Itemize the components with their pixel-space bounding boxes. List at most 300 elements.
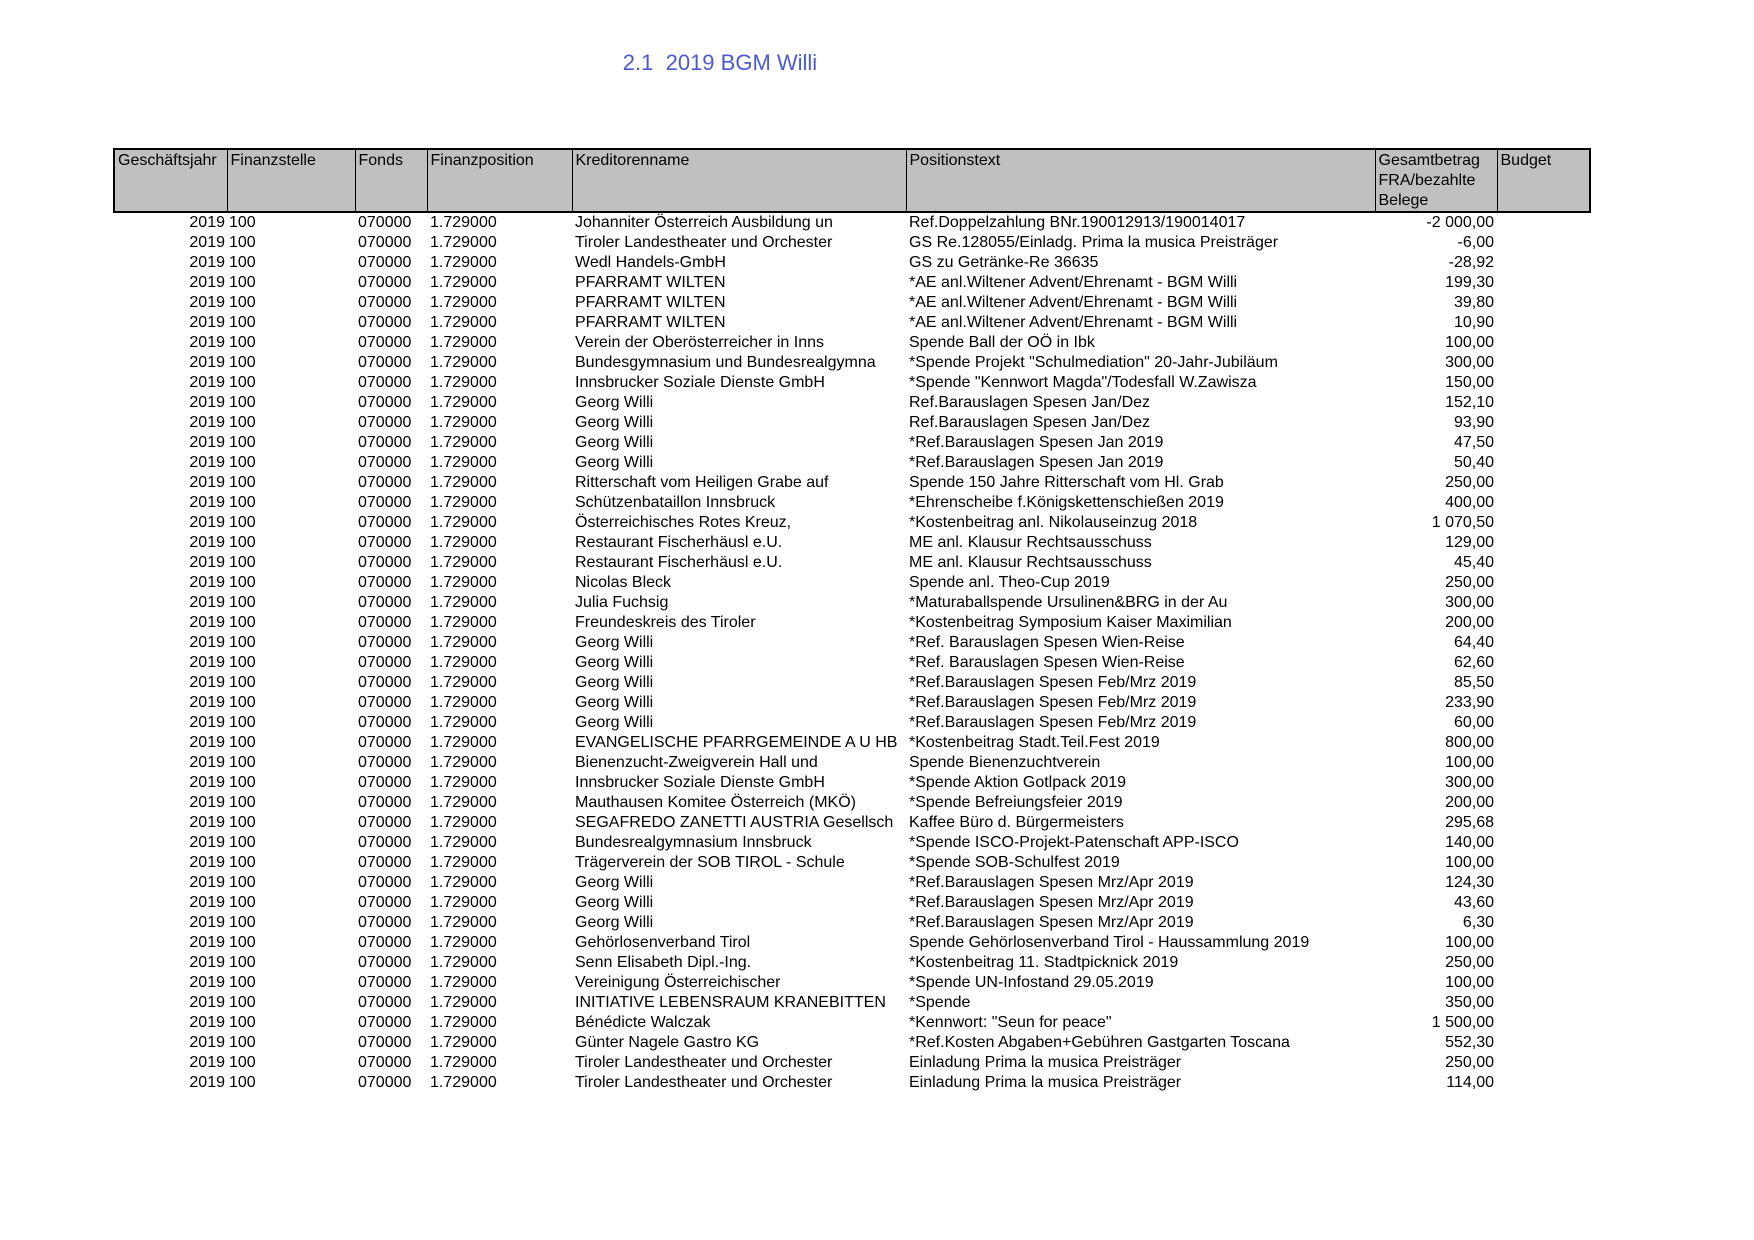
cell-positionstext: *Ref.Barauslagen Spesen Feb/Mrz 2019 (909, 674, 1197, 691)
cell-fonds: 070000 (358, 414, 412, 431)
cell-gesamtbetrag: 300,00 (1445, 354, 1494, 371)
cell-fonds: 070000 (358, 734, 412, 751)
cell-finanzposition: 1.729000 (430, 994, 497, 1011)
cell-kreditorenname: Ritterschaft vom Heiligen Grabe auf (575, 474, 829, 491)
cell-geschaeftsjahr: 2019 (189, 634, 225, 651)
cell-fonds: 070000 (358, 834, 412, 851)
table-row (114, 313, 1590, 333)
cell-finanzposition: 1.729000 (430, 374, 497, 391)
cell-fonds: 070000 (358, 634, 412, 651)
cell-kreditorenname: Verein der Oberösterreicher in Inns (575, 334, 825, 351)
cell-gesamtbetrag: 250,00 (1445, 574, 1494, 591)
cell-geschaeftsjahr: 2019 (189, 834, 225, 851)
table-row (114, 633, 1590, 653)
cell-budget (1497, 733, 1590, 753)
cell-budget (1497, 413, 1590, 433)
cell-positionstext: *Kostenbeitrag Symposium Kaiser Maximilian (909, 614, 1232, 631)
cell-geschaeftsjahr: 2019 (189, 914, 225, 931)
cell-geschaeftsjahr: 2019 (189, 354, 225, 371)
cell-kreditorenname: Bénédicte Walczak (575, 1014, 711, 1031)
cell-budget (1497, 853, 1590, 873)
table-row (114, 513, 1590, 533)
cell-gesamtbetrag: -28,92 (1448, 254, 1494, 271)
cell-positionstext: *Spende Projekt "Schulmediation" 20-Jahr-Jubiläum (909, 354, 1278, 371)
cell-finanzposition: 1.729000 (430, 594, 497, 611)
cell-budget (1497, 653, 1590, 673)
cell-finanzstelle: 100 (229, 954, 256, 971)
cell-gesamtbetrag: 100,00 (1445, 754, 1494, 771)
cell-kreditorenname: Georg Willi (575, 394, 654, 411)
cell-finanzstelle: 100 (229, 1014, 256, 1031)
cell-gesamtbetrag: 114,00 (1446, 1074, 1494, 1091)
cell-finanzposition: 1.729000 (430, 874, 497, 891)
cell-kreditorenname: Georg Willi (575, 874, 654, 891)
cell-kreditorenname: Senn Elisabeth Dipl.-Ing. (575, 954, 752, 971)
cell-kreditorenname: Trägerverein der SOB TIROL - Schule (575, 854, 845, 871)
cell-positionstext: Einladung Prima la musica Preisträger (909, 1074, 1182, 1091)
cell-budget (1497, 893, 1590, 913)
cell-gesamtbetrag: 10,90 (1453, 314, 1494, 331)
cell-gesamtbetrag: 60,00 (1453, 714, 1494, 731)
cell-positionstext: *AE anl.Wiltener Advent/Ehrenamt - BGM Willi (909, 314, 1238, 331)
table-row (114, 953, 1590, 973)
cell-positionstext: Spende Gehörlosenverband Tirol - Haussammlung 2019 (909, 934, 1310, 951)
cell-fonds: 070000 (358, 774, 412, 791)
table-row (114, 793, 1590, 813)
cell-finanzposition: 1.729000 (430, 754, 497, 771)
cell-kreditorenname: PFARRAMT WILTEN (575, 274, 726, 291)
cell-kreditorenname: Georg Willi (575, 434, 654, 451)
cell-finanzposition: 1.729000 (430, 474, 497, 491)
cell-gesamtbetrag: 100,00 (1445, 974, 1494, 991)
cell-positionstext: *Maturaballspende Ursulinen&BRG in der Au (909, 594, 1228, 611)
cell-finanzstelle: 100 (229, 1074, 256, 1091)
cell-positionstext: ME anl. Klausur Rechtsausschuss (909, 534, 1152, 551)
table-row (114, 212, 1590, 233)
cell-positionstext: Ref.Barauslagen Spesen Jan/Dez (909, 394, 1151, 411)
cell-positionstext: Einladung Prima la musica Preisträger (909, 1054, 1182, 1071)
cell-budget (1497, 1033, 1590, 1053)
cell-finanzstelle: 100 (229, 734, 256, 751)
cell-gesamtbetrag: 552,30 (1445, 1034, 1494, 1051)
cell-fonds: 070000 (358, 514, 412, 531)
cell-kreditorenname: PFARRAMT WILTEN (575, 294, 726, 311)
cell-kreditorenname: INITIATIVE LEBENSRAUM KRANEBITTEN (575, 994, 886, 1011)
cell-finanzposition: 1.729000 (430, 814, 497, 831)
cell-budget (1497, 1013, 1590, 1033)
cell-gesamtbetrag: 1 070,50 (1431, 514, 1494, 531)
cell-fonds: 070000 (358, 474, 412, 491)
cell-gesamtbetrag: 140,00 (1445, 834, 1494, 851)
cell-positionstext: *Ehrenscheibe f.Königskettenschießen 2019 (909, 494, 1224, 511)
table-row (114, 273, 1590, 293)
column-header-positionstext: Positionstext (906, 149, 1375, 212)
cell-finanzposition: 1.729000 (430, 434, 497, 451)
cell-finanzstelle: 100 (229, 594, 256, 611)
cell-geschaeftsjahr: 2019 (189, 694, 225, 711)
cell-geschaeftsjahr: 2019 (189, 774, 225, 791)
cell-budget (1497, 673, 1590, 693)
cell-budget (1497, 513, 1590, 533)
cell-gesamtbetrag: 800,00 (1445, 734, 1494, 751)
cell-positionstext: Spende Ball der OÖ in Ibk (909, 334, 1095, 351)
cell-geschaeftsjahr: 2019 (189, 854, 225, 871)
table-row (114, 873, 1590, 893)
cell-fonds: 070000 (358, 974, 412, 991)
cell-positionstext: *Ref.Barauslagen Spesen Mrz/Apr 2019 (909, 894, 1194, 911)
cell-fonds: 070000 (358, 594, 412, 611)
table-row (114, 333, 1590, 353)
cell-gesamtbetrag: 85,50 (1453, 674, 1494, 691)
cell-positionstext: GS Re.128055/Einladg. Prima la musica Preisträger (909, 234, 1279, 251)
cell-geschaeftsjahr: 2019 (189, 454, 225, 471)
cell-positionstext: *Spende (909, 994, 971, 1011)
cell-kreditorenname: Nicolas Bleck (575, 574, 672, 591)
cell-finanzstelle: 100 (229, 214, 256, 231)
cell-budget (1497, 393, 1590, 413)
cell-gesamtbetrag: 64,40 (1453, 634, 1494, 651)
cell-finanzposition: 1.729000 (430, 694, 497, 711)
cell-positionstext: *AE anl.Wiltener Advent/Ehrenamt - BGM Willi (909, 274, 1238, 291)
cell-finanzposition: 1.729000 (430, 674, 497, 691)
cell-finanzstelle: 100 (229, 454, 256, 471)
cell-fonds: 070000 (358, 354, 412, 371)
table-row (114, 773, 1590, 793)
column-header-fonds: Fonds (355, 149, 427, 212)
cell-geschaeftsjahr: 2019 (189, 254, 225, 271)
cell-kreditorenname: Georg Willi (575, 914, 654, 931)
table-row (114, 713, 1590, 733)
cell-finanzstelle: 100 (229, 634, 256, 651)
cell-geschaeftsjahr: 2019 (189, 974, 225, 991)
cell-budget (1497, 493, 1590, 513)
cell-finanzstelle: 100 (229, 254, 256, 271)
cell-finanzposition: 1.729000 (430, 914, 497, 931)
cell-finanzposition: 1.729000 (430, 254, 497, 271)
cell-budget (1497, 313, 1590, 333)
cell-fonds: 070000 (358, 854, 412, 871)
cell-finanzposition: 1.729000 (430, 574, 497, 591)
cell-gesamtbetrag: -2 000,00 (1426, 214, 1494, 231)
cell-finanzposition: 1.729000 (430, 794, 497, 811)
cell-fonds: 070000 (358, 454, 412, 471)
cell-gesamtbetrag: 6,30 (1462, 914, 1494, 931)
cell-geschaeftsjahr: 2019 (189, 334, 225, 351)
table-row (114, 613, 1590, 633)
cell-fonds: 070000 (358, 994, 412, 1011)
column-header-kreditor: Kreditorenname (572, 149, 906, 212)
cell-finanzposition: 1.729000 (430, 714, 497, 731)
cell-finanzstelle: 100 (229, 474, 256, 491)
cell-budget (1497, 993, 1590, 1013)
cell-fonds: 070000 (358, 434, 412, 451)
cell-gesamtbetrag: 200,00 (1445, 794, 1494, 811)
cell-finanzposition: 1.729000 (430, 494, 497, 511)
table-row (114, 293, 1590, 313)
cell-kreditorenname: Restaurant Fischerhäusl e.U. (575, 534, 783, 551)
cell-positionstext: Spende Bienenzuchtverein (909, 754, 1101, 771)
cell-finanzstelle: 100 (229, 394, 256, 411)
page-title: 2.1 2019 BGM Willi (622, 50, 818, 75)
cell-kreditorenname: Julia Fuchsig (575, 594, 669, 611)
cell-gesamtbetrag: 295,68 (1445, 814, 1494, 831)
cell-kreditorenname: Georg Willi (575, 634, 654, 651)
cell-kreditorenname: Restaurant Fischerhäusl e.U. (575, 554, 783, 571)
cell-finanzposition: 1.729000 (430, 514, 497, 531)
cell-kreditorenname: Georg Willi (575, 714, 654, 731)
cell-positionstext: *Ref.Barauslagen Spesen Mrz/Apr 2019 (909, 914, 1194, 931)
table-row (114, 433, 1590, 453)
cell-finanzstelle: 100 (229, 414, 256, 431)
cell-geschaeftsjahr: 2019 (189, 954, 225, 971)
cell-finanzposition: 1.729000 (430, 1074, 497, 1091)
table-row (114, 893, 1590, 913)
cell-kreditorenname: Tiroler Landestheater und Orchester (575, 1074, 833, 1091)
cell-geschaeftsjahr: 2019 (189, 1014, 225, 1031)
cell-positionstext: *Kostenbeitrag 11. Stadtpicknick 2019 (909, 954, 1179, 971)
cell-budget (1497, 253, 1590, 273)
table-row (114, 753, 1590, 773)
cell-finanzposition: 1.729000 (430, 354, 497, 371)
cell-finanzposition: 1.729000 (430, 454, 497, 471)
cell-budget (1497, 933, 1590, 953)
cell-fonds: 070000 (358, 934, 412, 951)
cell-budget (1497, 693, 1590, 713)
cell-budget (1497, 353, 1590, 373)
cell-budget (1497, 593, 1590, 613)
cell-gesamtbetrag: 250,00 (1445, 954, 1494, 971)
table-row (114, 413, 1590, 433)
table-row (114, 473, 1590, 493)
cell-finanzstelle: 100 (229, 1034, 256, 1051)
cell-finanzposition: 1.729000 (430, 1054, 497, 1071)
table-row (114, 813, 1590, 833)
table-row (114, 853, 1590, 873)
cell-fonds: 070000 (358, 714, 412, 731)
column-header-finanzstelle: Finanzstelle (227, 149, 355, 212)
cell-kreditorenname: EVANGELISCHE PFARRGEMEINDE A U HB (575, 734, 898, 751)
cell-finanzstelle: 100 (229, 534, 256, 551)
cell-geschaeftsjahr: 2019 (189, 814, 225, 831)
cell-geschaeftsjahr: 2019 (189, 594, 225, 611)
cell-fonds: 070000 (358, 534, 412, 551)
cell-finanzstelle: 100 (229, 274, 256, 291)
cell-geschaeftsjahr: 2019 (189, 734, 225, 751)
cell-kreditorenname: Georg Willi (575, 894, 654, 911)
cell-kreditorenname: Schützenbataillon Innsbruck (575, 494, 776, 511)
cell-geschaeftsjahr: 2019 (189, 294, 225, 311)
cell-finanzstelle: 100 (229, 754, 256, 771)
cell-budget (1497, 953, 1590, 973)
cell-geschaeftsjahr: 2019 (189, 894, 225, 911)
cell-gesamtbetrag: 47,50 (1453, 434, 1494, 451)
cell-finanzposition: 1.729000 (430, 334, 497, 351)
cell-positionstext: *Kostenbeitrag anl. Nikolauseinzug 2018 (909, 514, 1198, 531)
table-row (114, 393, 1590, 413)
cell-finanzstelle: 100 (229, 494, 256, 511)
cell-geschaeftsjahr: 2019 (189, 214, 225, 231)
cell-finanzposition: 1.729000 (430, 834, 497, 851)
cell-positionstext: Kaffee Büro d. Bürgermeisters (909, 814, 1124, 831)
table-row (114, 1053, 1590, 1073)
cell-positionstext: *Ref. Barauslagen Spesen Wien-Reise (909, 654, 1185, 671)
cell-fonds: 070000 (358, 274, 412, 291)
cell-finanzstelle: 100 (229, 914, 256, 931)
cell-kreditorenname: Wedl Handels-GmbH (575, 254, 726, 271)
cell-budget (1497, 913, 1590, 933)
cell-gesamtbetrag: 129,00 (1445, 534, 1494, 551)
cell-fonds: 070000 (358, 334, 412, 351)
cell-kreditorenname: Georg Willi (575, 654, 654, 671)
cell-finanzposition: 1.729000 (430, 894, 497, 911)
cell-positionstext: *Ref.Kosten Abgaben+Gebühren Gastgarten Toscana (909, 1034, 1290, 1051)
cell-budget (1497, 373, 1590, 393)
cell-finanzstelle: 100 (229, 774, 256, 791)
table-row (114, 1073, 1590, 1093)
cell-positionstext: *Spende UN-Infostand 29.05.2019 (909, 974, 1154, 991)
cell-kreditorenname: Bundesgymnasium und Bundesrealgymna (575, 354, 876, 371)
cell-kreditorenname: SEGAFREDO ZANETTI AUSTRIA Gesellsch (575, 814, 894, 831)
cell-finanzstelle: 100 (229, 854, 256, 871)
header-row (114, 149, 1590, 212)
cell-gesamtbetrag: 93,90 (1453, 414, 1494, 431)
cell-gesamtbetrag: 400,00 (1445, 494, 1494, 511)
cell-finanzstelle: 100 (229, 874, 256, 891)
cell-fonds: 070000 (358, 1034, 412, 1051)
table-row (114, 233, 1590, 253)
table-row (114, 673, 1590, 693)
cell-kreditorenname: Georg Willi (575, 414, 654, 431)
cell-fonds: 070000 (358, 954, 412, 971)
cell-finanzposition: 1.729000 (430, 294, 497, 311)
table-row (114, 573, 1590, 593)
cell-kreditorenname: Innsbrucker Soziale Dienste GmbH (575, 374, 825, 391)
cell-fonds: 070000 (358, 754, 412, 771)
cell-fonds: 070000 (358, 894, 412, 911)
table-row (114, 353, 1590, 373)
cell-finanzstelle: 100 (229, 354, 256, 371)
cell-geschaeftsjahr: 2019 (189, 234, 225, 251)
cell-positionstext: GS zu Getränke-Re 36635 (909, 254, 1099, 271)
cell-finanzstelle: 100 (229, 694, 256, 711)
cell-finanzposition: 1.729000 (430, 614, 497, 631)
cell-fonds: 070000 (358, 914, 412, 931)
cell-budget (1497, 833, 1590, 853)
cell-finanzposition: 1.729000 (430, 934, 497, 951)
cell-fonds: 070000 (358, 314, 412, 331)
table-row (114, 833, 1590, 853)
cell-budget (1497, 573, 1590, 593)
cell-finanzposition: 1.729000 (430, 554, 497, 571)
column-header-budget: Budget (1497, 149, 1590, 212)
cell-gesamtbetrag: 150,00 (1445, 374, 1494, 391)
cell-geschaeftsjahr: 2019 (189, 374, 225, 391)
cell-fonds: 070000 (358, 374, 412, 391)
cell-positionstext: *AE anl.Wiltener Advent/Ehrenamt - BGM Willi (909, 294, 1238, 311)
cell-fonds: 070000 (358, 794, 412, 811)
cell-budget (1497, 293, 1590, 313)
cell-kreditorenname: Tiroler Landestheater und Orchester (575, 1054, 833, 1071)
cell-finanzstelle: 100 (229, 794, 256, 811)
cell-kreditorenname: Freundeskreis des Tiroler (575, 614, 756, 631)
cell-positionstext: *Ref.Barauslagen Spesen Feb/Mrz 2019 (909, 694, 1197, 711)
table-body (114, 212, 1590, 1093)
cell-budget (1497, 273, 1590, 293)
table-row (114, 913, 1590, 933)
cell-geschaeftsjahr: 2019 (189, 1054, 225, 1071)
cell-finanzposition: 1.729000 (430, 774, 497, 791)
cell-finanzposition: 1.729000 (430, 394, 497, 411)
cell-gesamtbetrag: 350,00 (1445, 994, 1494, 1011)
cell-gesamtbetrag: 39,80 (1453, 294, 1494, 311)
cell-positionstext: Ref.Doppelzahlung BNr.190012913/190014017 (909, 214, 1246, 231)
cell-finanzposition: 1.729000 (430, 1014, 497, 1031)
cell-positionstext: *Kostenbeitrag Stadt.Teil.Fest 2019 (909, 734, 1160, 751)
cell-gesamtbetrag: 199,30 (1445, 274, 1494, 291)
cell-budget (1497, 713, 1590, 733)
cell-budget (1497, 453, 1590, 473)
cell-positionstext: *Spende ISCO-Projekt-Patenschaft APP-ISCO (909, 834, 1239, 851)
cell-finanzstelle: 100 (229, 814, 256, 831)
cell-fonds: 070000 (358, 874, 412, 891)
cell-geschaeftsjahr: 2019 (189, 274, 225, 291)
cell-gesamtbetrag: 200,00 (1445, 614, 1494, 631)
cell-geschaeftsjahr: 2019 (189, 534, 225, 551)
cell-positionstext: Spende anl. Theo-Cup 2019 (909, 574, 1110, 591)
cell-gesamtbetrag: 50,40 (1453, 454, 1494, 471)
cell-positionstext: Ref.Barauslagen Spesen Jan/Dez (909, 414, 1151, 431)
table-row (114, 1033, 1590, 1053)
cell-geschaeftsjahr: 2019 (189, 474, 225, 491)
cell-budget (1497, 873, 1590, 893)
cell-positionstext: *Ref.Barauslagen Spesen Jan 2019 (909, 454, 1164, 471)
cell-geschaeftsjahr: 2019 (189, 414, 225, 431)
cell-budget (1497, 813, 1590, 833)
cell-fonds: 070000 (358, 234, 412, 251)
cell-budget (1497, 773, 1590, 793)
cell-gesamtbetrag: 45,40 (1453, 554, 1494, 571)
cell-fonds: 070000 (358, 574, 412, 591)
cell-positionstext: *Spende SOB-Schulfest 2019 (909, 854, 1120, 871)
cell-budget (1497, 433, 1590, 453)
cell-positionstext: Spende 150 Jahre Ritterschaft vom Hl. Grab (909, 474, 1224, 491)
cell-geschaeftsjahr: 2019 (189, 754, 225, 771)
cell-fonds: 070000 (358, 1074, 412, 1091)
cell-finanzstelle: 100 (229, 614, 256, 631)
cell-finanzposition: 1.729000 (430, 734, 497, 751)
table-row (114, 253, 1590, 273)
report-sheet (113, 148, 1589, 1093)
table-row (114, 593, 1590, 613)
cell-gesamtbetrag: 250,00 (1445, 1054, 1494, 1071)
cell-finanzposition: 1.729000 (430, 314, 497, 331)
table-row (114, 733, 1590, 753)
cell-geschaeftsjahr: 2019 (189, 434, 225, 451)
cell-fonds: 070000 (358, 1054, 412, 1071)
cell-geschaeftsjahr: 2019 (189, 654, 225, 671)
cell-gesamtbetrag: 152,10 (1445, 394, 1494, 411)
cell-finanzposition: 1.729000 (430, 854, 497, 871)
cell-budget (1497, 753, 1590, 773)
table-row (114, 533, 1590, 553)
cell-kreditorenname: Bienenzucht-Zweigverein Hall und (575, 754, 818, 771)
cell-fonds: 070000 (358, 654, 412, 671)
table-row (114, 993, 1590, 1013)
cell-fonds: 070000 (358, 254, 412, 271)
cell-geschaeftsjahr: 2019 (189, 994, 225, 1011)
cell-geschaeftsjahr: 2019 (189, 714, 225, 731)
table-row (114, 653, 1590, 673)
